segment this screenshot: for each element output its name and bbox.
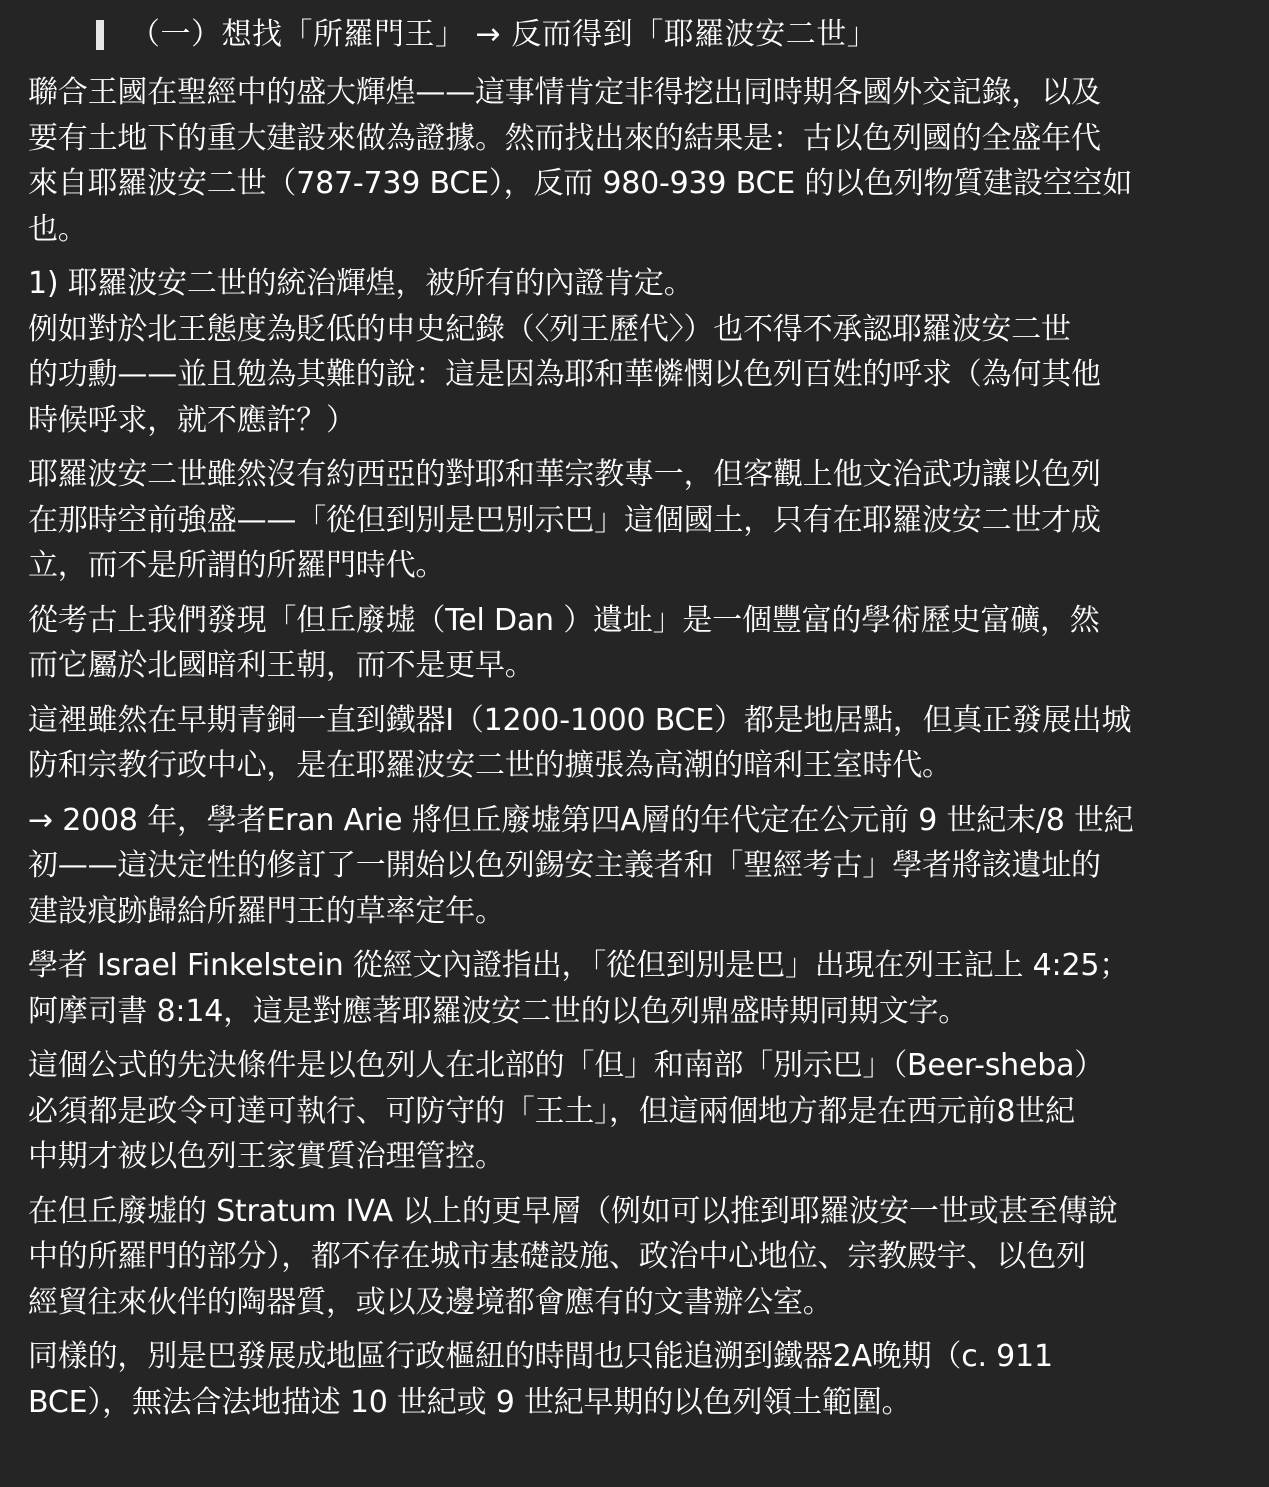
paragraph-line: 要有土地下的重大建設來做為證據。然而找出來的結果是：古以色列國的全盛年代 [28,120,1101,156]
paragraph-line: 1) 耶羅波安二世的統治輝煌，被所有的內證肯定。 [28,266,694,301]
section-heading-text: （一）想找「所羅門王」 → 反而得到「耶羅波安二世」 [130,17,878,52]
heading-bar-marker [96,20,104,50]
paragraph-2 [28,261,1241,443]
paragraph-6 [28,798,1241,935]
paragraph-line: 立，而不是所謂的所羅門時代。 [28,548,446,583]
paragraph-8 [28,1043,1241,1180]
paragraph-line: 從考古上我們發現「但丘廢墟（Tel Dan ）遺址」是一個豐富的學術歷史富礦，然 [28,602,1100,638]
paragraph-line: 必須都是政令可達可執行、可防守的「王土」，但這兩個地方都是在西元前8世紀 [28,1093,1075,1129]
paragraph-line: BCE），無法合法地描述 10 世紀或 9 世紀早期的以色列領土範圍。 [28,1384,912,1420]
paragraph-line: 學者 Israel Finkelstein 從經文內證指出，「從但到別是巴」出現在列王記上 4:25； [28,948,1130,983]
paragraph-line: 初——這決定性的修訂了一開始以色列錫安主義者和「聖經考古」學者將該遺址的 [28,848,1101,883]
paragraph-4 [28,598,1241,689]
paragraph-line: 建設痕跡歸給所羅門王的草率定年。 [28,893,505,929]
paragraph-1 [28,70,1241,252]
paragraph-line: 例如對於北王態度為貶低的申史紀錄（〈列王歷代〉）也不得不承認耶羅波安二世 [28,311,1071,347]
paragraph-line: 來自耶羅波安二世（787-739 BCE），反而 980-939 BCE 的以色列物質建設空空如 [28,166,1133,201]
paragraph-5 [28,698,1241,789]
paragraph-line: 中的所羅門的部分），都不存在城市基礎設施、政治中心地位、宗教殿宇、以色列 [28,1239,1086,1274]
paragraph-line: 的功勳——並且勉為其難的說：這是因為耶和華憐憫以色列百姓的呼求（為何其他 [28,357,1101,392]
section-heading [96,10,1241,60]
paragraph-line: → 2008 年，學者Eran Arie 將但丘廢墟第四A層的年代定在公元前 9 世紀末/8 世紀 [28,802,1134,838]
paragraph-line: 聯合王國在聖經中的盛大輝煌——這事情肯定非得挖出同時期各國外交記錄，以及 [28,75,1101,110]
paragraph-line: 中期才被以色列王家實質治理管控。 [28,1139,505,1174]
paragraph-3 [28,452,1241,589]
paragraph-line: 在那時空前強盛——「從但到別是巴別示巴」這個國土，只有在耶羅波安二世才成 [28,502,1101,538]
paragraph-10 [28,1334,1241,1425]
paragraph-line: 防和宗教行政中心，是在耶羅波安二世的擴張為高潮的暗利王室時代。 [28,748,952,783]
paragraph-line: 同樣的，別是巴發展成地區行政樞紐的時間也只能追溯到鐵器2A晚期（c. 911 [28,1339,1053,1374]
paragraph-line: 在但丘廢墟的 Stratum IVA 以上的更早層（例如可以推到耶羅波安一世或甚至傳說 [28,1193,1118,1229]
paragraph-9 [28,1189,1241,1326]
paragraph-line: 時候呼求，就不應許？） [28,402,356,438]
paragraph-line: 阿摩司書 8:14，這是對應著耶羅波安二世的以色列鼎盛時期同期文字。 [28,993,969,1029]
paragraph-line: 也。 [28,211,88,247]
paragraph-line: 而它屬於北國暗利王朝，而不是更早。 [28,648,535,683]
paragraph-line: 經貿往來伙伴的陶器質，或以及邊境都會應有的文書辦公室。 [28,1284,833,1320]
paragraph-7 [28,943,1241,1034]
paragraph-line: 這個公式的先決條件是以色列人在北部的「但」和南部「別示巴」（Beer-sheba） [28,1048,1105,1083]
paragraph-line: 這裡雖然在早期青銅一直到鐵器I（1200-1000 BCE）都是地居點，但真正發展出城 [28,702,1132,738]
paragraph-line: 耶羅波安二世雖然沒有約西亞的對耶和華宗教專一，但客觀上他文治武功讓以色列 [28,457,1101,492]
